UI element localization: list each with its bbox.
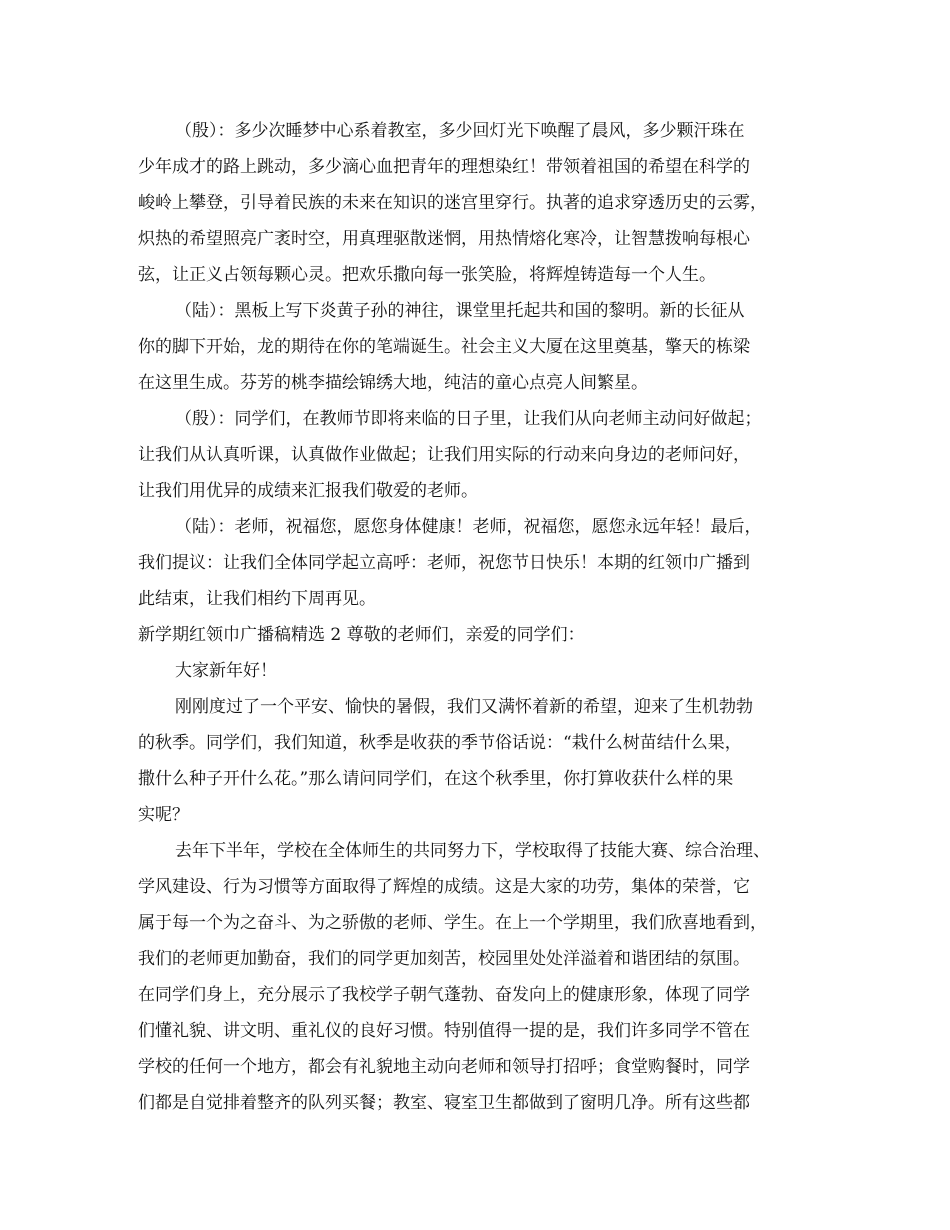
text-line: 去年下半年，学校在全体师生的共同努力下，学校取得了技能大赛、综合治理、: [175, 841, 770, 861]
text-line: （殷）：同学们，在教师节即将来临的日子里，让我们从向老师主动问好做起；: [175, 409, 762, 429]
text-line: 大家新年好！: [175, 661, 277, 681]
text-line: 在同学们身上，充分展示了我校学子朝气蓬勃、奋发向上的健康形象，体现了同学: [138, 985, 750, 1005]
text-line: 学风建设、行为习惯等方面取得了辉煌的成绩。这是大家的功劳，集体的荣誉，它: [138, 877, 750, 897]
text-line: 们懂礼貌、讲文明、重礼仪的良好习惯。特别值得一提的是，我们许多同学不管在: [138, 1021, 750, 1041]
text-line: 你的脚下开始，龙的期待在你的笔端诞生。社会主义大厦在这里奠基，擎天的栋梁: [138, 337, 750, 357]
text-line: 刚刚度过了一个平安、愉快的暑假，我们又满怀着新的希望，迎来了生机勃勃: [175, 697, 753, 717]
text-line: 此结束，让我们相约下周再见。: [138, 589, 376, 609]
text-line: 在这里生成。芬芳的桃李描绘锦绣大地，纯洁的童心点亮人间繁星。: [138, 373, 648, 393]
text-line: （陆）：老师，祝福您，愿您身体健康！老师，祝福您，愿您永远年轻！最后，: [175, 517, 762, 537]
text-line: 峻岭上攀登，引导着民族的未来在知识的迷宫里穿行。执著的追求穿透历史的云雾，: [138, 193, 767, 213]
text-line: 的秋季。同学们，我们知道，秋季是收获的季节俗话说：“栽什么树苗结什么果，: [138, 733, 742, 753]
text-line: 我们的老师更加勤奋，我们的同学更加刻苦，校园里处处洋溢着和谐团结的氛围。: [138, 949, 750, 969]
text-line: 少年成才的路上跳动，多少滴心血把青年的理想染红！带领着祖国的希望在科学的: [138, 157, 750, 177]
text-line: 弦，让正义占领每颗心灵。把欢乐撒向每一张笑脸，将辉煌铸造每一个人生。: [138, 265, 716, 285]
text-line: 们都是自觉排着整齐的队列买餐；教室、寝室卫生都做到了窗明几净。所有这些都: [138, 1093, 750, 1113]
text-line: 炽热的希望照亮广袤时空，用真理驱散迷惘，用热情熔化寒冷，让智慧拨响每根心: [138, 229, 750, 249]
text-line: （殷）：多少次睡梦中心系着教室，多少回灯光下唤醒了晨风，多少颗汗珠在: [175, 121, 745, 141]
text-line: 撒什么种子开什么花。”那么请问同学们，在这个秋季里，你打算收获什么样的果: [138, 769, 734, 789]
text-line: 我们提议：让我们全体同学起立高呼：老师，祝您节日快乐！本期的红领巾广播到: [138, 553, 750, 573]
text-line: 学校的任何一个地方，都会有礼貌地主动向老师和领导打招呼；食堂购餐时，同学: [138, 1057, 750, 1077]
text-line: （陆）：黑板上写下炎黄子孙的神往，课堂里托起共和国的黎明。新的长征从: [175, 301, 745, 321]
text-line: 新学期红领巾广播稿精选 2 尊敬的老师们，亲爱的同学们：: [138, 625, 585, 645]
text-line: 实呢？: [138, 805, 189, 825]
text-line: 让我们用优异的成绩来汇报我们敬爱的老师。: [138, 481, 478, 501]
text-line: 属于每一个为之奋斗、为之骄傲的老师、学生。在上一个学期里，我们欣喜地看到，: [138, 913, 767, 933]
text-line: 让我们从认真听课，认真做作业做起；让我们用实际的行动来向身边的老师问好，: [138, 445, 750, 465]
